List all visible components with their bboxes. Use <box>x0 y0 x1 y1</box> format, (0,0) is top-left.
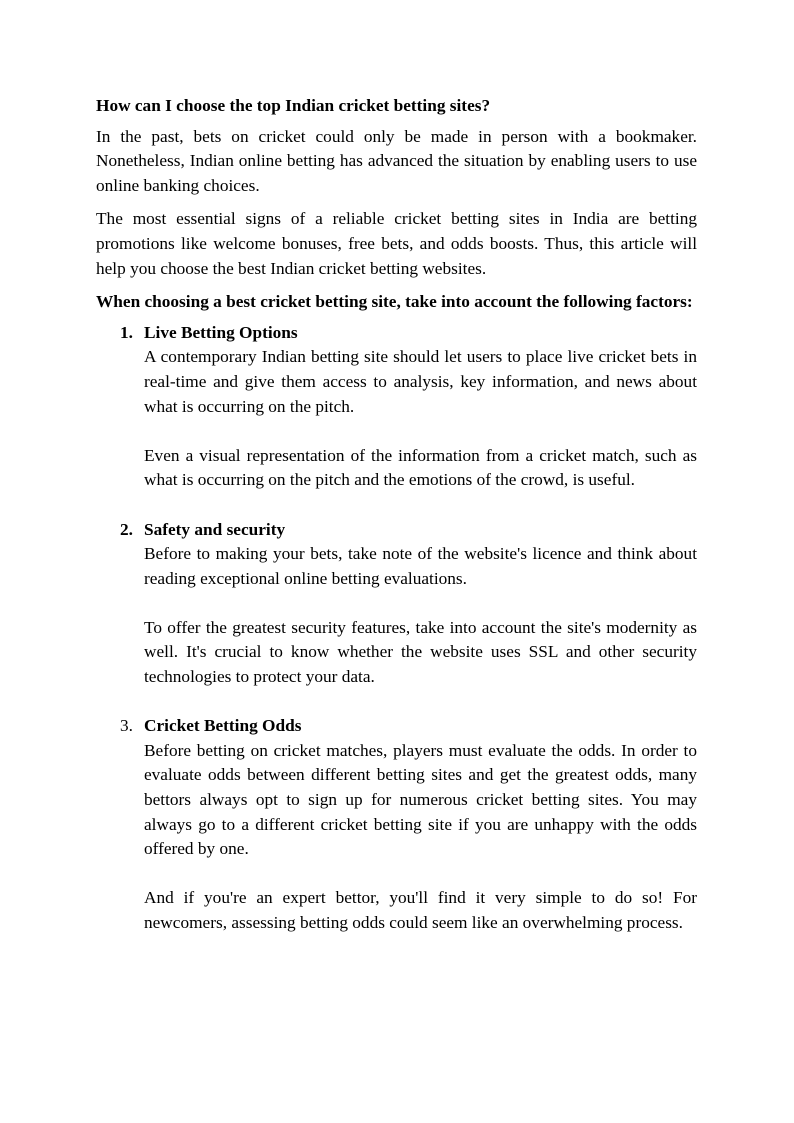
factor-title: Live Betting Options <box>144 322 298 342</box>
factor-number: 1. <box>120 322 133 342</box>
factor-paragraph: And if you're an expert bettor, you'll find it very simple to do so! For newcomers, assessing betting odds could seem like an overwhelming process. <box>144 888 697 932</box>
factor-paragraph: To offer the greatest security features, take into account the site's modernity as well. It's crucial to know whether the website uses SSL and other security technologies to protect your data. <box>144 617 697 687</box>
factor-item-odds <box>96 714 697 935</box>
factor-item-live-betting <box>96 321 697 493</box>
intro-paragraph-1: In the past, bets on cricket could only be made in person with a bookmaker. Nonetheless, Indian online betting has advanced the situation by enabling users to use online banking choices. <box>96 126 697 195</box>
factor-title: Cricket Betting Odds <box>144 716 302 736</box>
intro-paragraph-2: The most essential signs of a reliable cricket betting sites in India are betting promotions like welcome bonuses, free bets, and odds boosts. Thus, this article will help you choose the best Indian cricket betting websites. <box>96 209 697 278</box>
factor-paragraph: Even a visual representation of the information from a cricket match, such as what is occurring on the pitch and the emotions of the crowd, is useful. <box>144 445 697 490</box>
factor-paragraph: Before to making your bets, take note of the website's licence and think about reading exceptional online betting evaluations. <box>144 544 697 588</box>
factor-paragraph: Before betting on cricket matches, players must evaluate the odds. In order to evaluate odds between different betting sites and get the greatest odds, many bettors always opt to sign up for numerous cricket betting sites. You may always go to a different cricket betting site if you are unhappy with the odds offered by one. <box>144 740 697 859</box>
factor-title: Safety and security <box>144 519 286 539</box>
factors-heading: When choosing a best cricket betting site, take into account the following factors: <box>96 292 693 312</box>
factor-paragraph: A contemporary Indian betting site should let users to place live cricket bets in real-time and give them access to analysis, key information, and news about what is occurring on the pitch. <box>144 347 697 416</box>
page-title: How can I choose the top Indian cricket betting sites? <box>96 96 491 115</box>
factor-number: 2. <box>120 519 133 539</box>
document-page <box>96 94 697 960</box>
factor-number: 3. <box>120 716 133 736</box>
factors-list <box>96 321 697 936</box>
factor-item-safety <box>96 518 697 690</box>
